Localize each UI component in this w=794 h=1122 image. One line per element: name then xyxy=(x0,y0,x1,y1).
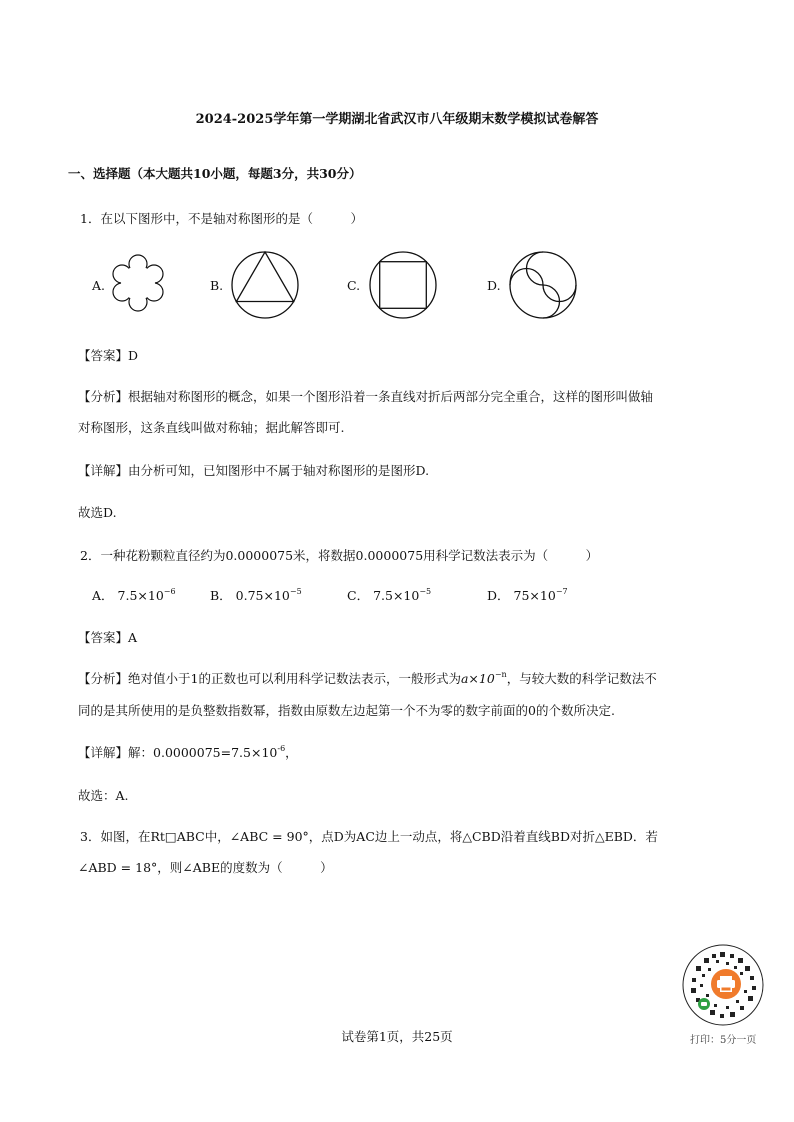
q2-analysis-line1 xyxy=(78,669,657,687)
option-letter: D． xyxy=(487,588,510,603)
circle-triangle-figure xyxy=(230,250,300,320)
option-exponent: −7 xyxy=(555,587,568,596)
q2-stem: 2．一种花粉颗粒直径约为0.0000075米，将数据0.0000075用科学记数法表示为（ ） xyxy=(80,548,599,563)
q3-line1: 3．如图，在Rt□ABC中，∠ABC = 90°，点D为AC边上一动点，将△CBD沿着直线BD对折△EBD．若 xyxy=(80,829,658,844)
option-letter: C． xyxy=(347,588,370,603)
q2-conclusion: 故选：A. xyxy=(78,788,129,803)
option-base: 75×10 xyxy=(513,588,556,603)
option-exponent: −6 xyxy=(163,587,176,596)
qr-code-icon xyxy=(682,944,764,1026)
answer-value: A xyxy=(128,630,138,645)
q1-option-d-label: D. xyxy=(487,278,501,293)
analysis-text: 根据轴对称图形的概念，如果一个图形沿着一条直线对折后两部分完全重合，这样的图形叫做轴 xyxy=(128,389,654,404)
q1-conclusion: 故选D. xyxy=(78,505,117,520)
page-footer: 试卷第1页，共25页 xyxy=(341,1029,453,1044)
q1-analysis-line1 xyxy=(78,387,653,405)
option-letter: B． xyxy=(210,588,232,603)
option-base: 7.5×10 xyxy=(117,588,164,603)
option-exponent: −5 xyxy=(419,587,432,596)
option-base: 0.75×10 xyxy=(235,588,290,603)
section-heading: 一、选择题（本大题共10小题，每题3分，共30分） xyxy=(68,166,362,181)
circle-square-figure xyxy=(368,250,438,320)
swirl-figure xyxy=(508,250,578,320)
analysis-text: 绝对值小于1的正数也可以利用科学记数法表示，一般形式为 xyxy=(128,671,461,686)
answer-tag: 【答案】 xyxy=(78,630,129,645)
detail-text: 由分析可知，已知图形中不属于轴对称图形的是图形D. xyxy=(128,463,430,478)
q1-stem: 1．在以下图形中，不是轴对称图形的是（ ） xyxy=(80,211,363,226)
q3-line2: ∠ABD = 18°，则∠ABE的度数为（ ） xyxy=(78,860,333,875)
analysis-tag: 【分析】 xyxy=(78,389,129,404)
q1-option-c-label: C. xyxy=(347,278,361,293)
q2-option-a xyxy=(92,586,176,604)
detail-exponent: -6 xyxy=(277,744,286,753)
answer-value: D xyxy=(128,348,139,363)
q1-option-b-label: B. xyxy=(210,278,224,293)
option-base: 7.5×10 xyxy=(373,588,420,603)
q1-analysis-line2: 对称图形，这条直线叫做对称轴；据此解答即可. xyxy=(78,420,345,435)
detail-text-tail: ， xyxy=(285,745,298,760)
q2-option-c xyxy=(347,586,431,604)
option-exponent: −5 xyxy=(289,587,302,596)
detail-tag: 【详解】 xyxy=(78,745,129,760)
analysis-text-tail: ，与较大数的科学记数法不 xyxy=(506,671,657,686)
detail-tag: 【详解】 xyxy=(78,463,129,478)
analysis-formula-exponent: −n xyxy=(494,670,507,679)
print-qr-code[interactable] xyxy=(682,944,764,1026)
q2-analysis-line2: 同的是其所使用的是负整数指数幂，指数由原数左边起第一个不为零的数字前面的0的个数所决定. xyxy=(78,703,615,718)
q2-answer xyxy=(78,628,137,646)
detail-text: 解：0.0000075=7.5×10 xyxy=(128,745,278,760)
page-title: 2024-2025学年第一学期湖北省武汉市八年级期末数学模拟试卷解答 xyxy=(195,112,599,127)
option-letter: A． xyxy=(92,588,114,603)
q2-detail xyxy=(78,743,298,761)
q2-option-b xyxy=(210,586,302,604)
answer-tag: 【答案】 xyxy=(78,348,129,363)
q1-option-a-label: A. xyxy=(92,278,106,293)
print-note: 打印：5分一页 xyxy=(690,1035,757,1046)
q1-answer xyxy=(78,346,138,364)
analysis-formula: a×10 xyxy=(460,671,495,686)
q1-detail xyxy=(78,461,429,479)
flower-figure xyxy=(110,252,166,314)
q2-option-d xyxy=(487,586,568,604)
analysis-tag: 【分析】 xyxy=(78,671,129,686)
